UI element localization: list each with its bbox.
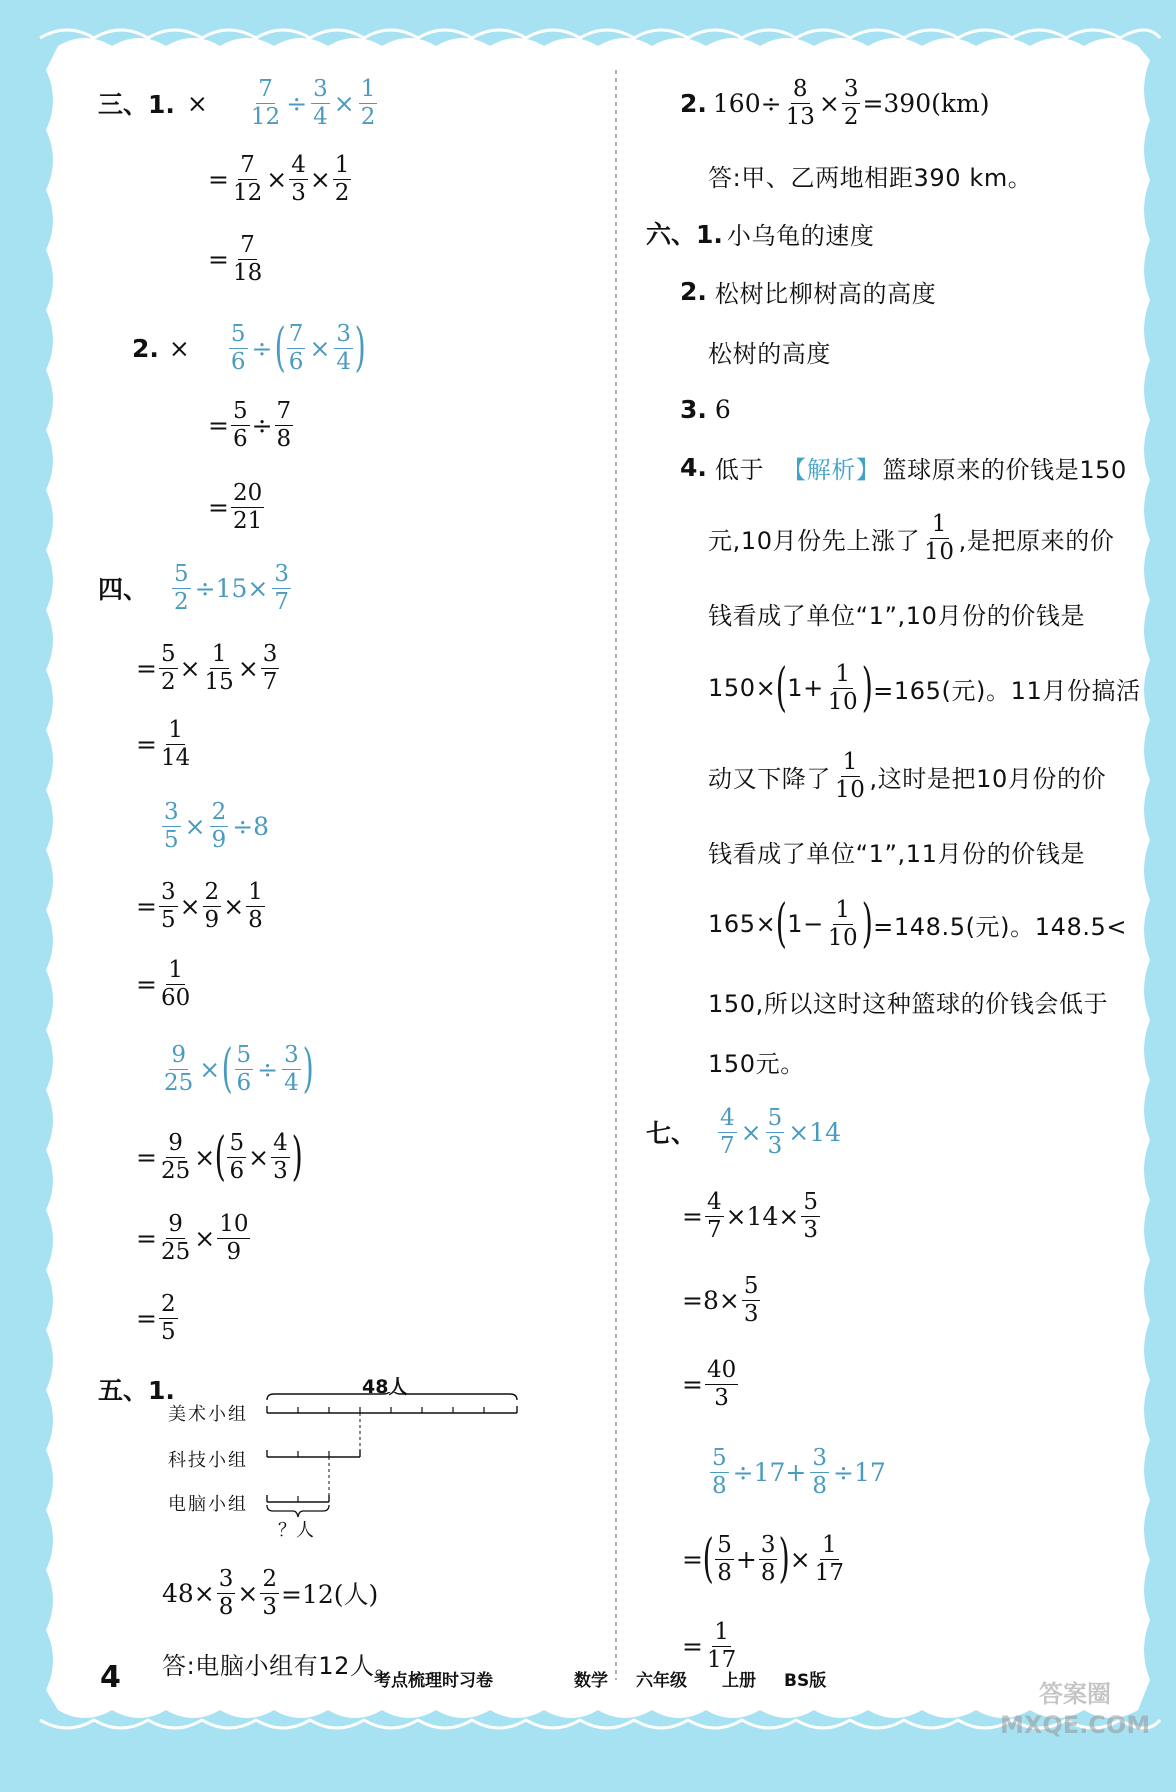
watermark-logo (990, 1640, 1160, 1780)
analysis-line: 动又下降了 $\frac{1}{10}$ ,这时是把10月份的价 (708, 748, 1107, 803)
analysis-line: 150,所以这时这种篮球的价钱会低于 (708, 990, 1109, 1018)
analysis-line: 钱看成了单位“1”,10月份的价钱是 (708, 602, 1086, 630)
page-number: 4 (100, 1660, 121, 1695)
step-result: = $\frac{1}{17}$ (682, 1618, 737, 1673)
section-label: 4. (680, 452, 707, 482)
grade: 六年级 (636, 1671, 687, 1691)
analysis-text: 元,10月份先上涨了 (708, 526, 921, 555)
analysis-text: ,这时是把10月份的价 (869, 764, 1107, 793)
book-title: 考点梳理时习卷 (374, 1671, 493, 1691)
section-6-3 (680, 392, 731, 426)
watermark-text: 答案圈 MXQE.COM (1000, 1679, 1151, 1739)
step: = $\frac{9}{25}$ × $\frac{10}{9}$ (136, 1210, 249, 1265)
step: = $\frac{4}{7}$ ×14× $\frac{5}{3}$ (682, 1188, 818, 1243)
analysis-line: 钱看成了单位“1”,11月份的价钱是 (708, 840, 1086, 868)
step-result: = $\frac{2}{5}$ (136, 1290, 176, 1345)
section-label: 2. (132, 333, 159, 363)
step-result: = $\frac{20}{21}$ (208, 479, 263, 534)
analysis-text: 动又下降了 (708, 764, 831, 793)
section-label: 3. (680, 394, 707, 424)
section-3-2 (132, 320, 365, 376)
diagram-row-label: 美术小组 (168, 1404, 248, 1425)
calc-prefix: 160÷ (712, 88, 782, 118)
section-5-1-calculation: 48× $\frac{3}{8}$ × $\frac{2}{3}$ =12(人) (162, 1565, 379, 1620)
step: = $\frac{7}{12}$ × $\frac{4}{3}$ × $\frac{1}{2}$ (208, 151, 350, 206)
calc-prefix: 48× (162, 1578, 215, 1608)
analysis-text: ,是把原来的价 (958, 526, 1115, 555)
section-4-problem-1 (98, 562, 293, 614)
section-label: 三、1. (98, 90, 175, 119)
analysis-text: =165(元)。11月份搞活 (873, 676, 1141, 705)
section-4-problem-2: $\frac{3}{5}$ × $\frac{2}{9}$ ÷8 (164, 798, 270, 853)
analysis-line: 165× ( 1− $\frac{1}{10}$ ) =148.5(元)。148.5< (708, 894, 1128, 954)
section-label: 2. (680, 88, 707, 118)
answer-text: 低于 (714, 455, 765, 484)
subject: 数学 (574, 1671, 608, 1691)
step-result: = $\frac{1}{14}$ (136, 716, 191, 771)
step: = $\frac{5}{6}$ ÷ $\frac{7}{8}$ (208, 397, 292, 452)
answer-text: 小乌龟的速度 (726, 221, 875, 250)
wrong-mark: × (168, 333, 190, 363)
analysis-text: 篮球原来的价钱是150 (882, 455, 1127, 484)
calc-suffix: =390(km) (862, 88, 990, 118)
analysis-line: 150元。 (708, 1050, 805, 1078)
analysis-text: 165× (708, 910, 777, 938)
segment-lines (260, 1392, 530, 1522)
section-7-problem-2: $\frac{5}{8}$ ÷17+ $\frac{3}{8}$ ÷17 (712, 1444, 886, 1499)
wrong-mark: × (186, 88, 208, 118)
answer-text: 6 (714, 394, 731, 424)
step-result: = $\frac{7}{18}$ (208, 231, 263, 286)
step: = $\frac{9}{25}$ × ( $\frac{5}{6}$ × $\frac{4}{3}$ ) (136, 1127, 303, 1187)
section-label: 七、 (646, 1119, 697, 1148)
section-6-1 (646, 216, 875, 250)
step-result: = $\frac{40}{3}$ (682, 1356, 737, 1411)
section-label: 五、1. (98, 1376, 175, 1405)
answer-text: 松树的高度 (708, 340, 831, 368)
section-5-2-answer: 答:甲、乙两地相距390 km。 (708, 164, 1033, 192)
section-5-2: 2. 160÷ $\frac{8}{13}$ × $\frac{3}{2}$ =390(km) (680, 75, 990, 130)
analysis-text: 150× (708, 674, 777, 702)
step: =8× $\frac{5}{3}$ (682, 1272, 759, 1327)
diagram-unknown-label: ？人 (278, 1520, 314, 1541)
answer-text: 松树比柳树高的高度 (714, 279, 937, 308)
analysis-line: 元,10月份先上涨了 $\frac{1}{10}$ ,是把原来的价 (708, 510, 1115, 565)
diagram-row-label: 电脑小组 (168, 1494, 248, 1515)
step-result: = $\frac{1}{60}$ (136, 956, 191, 1011)
section-3-1 (98, 75, 379, 130)
problem-expression: $\frac{4}{7}$ × $\frac{5}{3}$ ×14 (720, 1104, 842, 1159)
analysis-line: 150× ( 1+ $\frac{1}{10}$ ) =165(元)。11月份搞活 (708, 658, 1141, 718)
calc-suffix: =12(人) (281, 1580, 379, 1609)
section-6-2 (680, 274, 936, 308)
problem-expression: $\frac{5}{6}$ ÷ ( $\frac{7}{6}$ × $\frac{3}{4}$ ) (230, 318, 366, 378)
section-4-problem-3: $\frac{9}{25}$ × ( $\frac{5}{6}$ ÷ $\frac{3}{4}$ ) (164, 1039, 314, 1099)
diagram-row-label: 科技小组 (168, 1450, 248, 1471)
diagram-total-label: 48人 (362, 1376, 408, 1398)
section-label: 四、 (98, 575, 149, 604)
step: = $\frac{3}{5}$ × $\frac{2}{9}$ × $\frac{1}{8}$ (136, 878, 263, 933)
section-5-1 (98, 1372, 175, 1406)
edition: BS版 (784, 1671, 827, 1691)
section-5-1-answer: 答:电脑小组有12人。 (162, 1652, 400, 1680)
step: = $\frac{5}{2}$ × $\frac{1}{15}$ × $\frac{3}{7}$ (136, 640, 278, 695)
problem-expression: $\frac{7}{12}$ ÷ $\frac{3}{4}$ × $\frac{1}{2}$ (250, 75, 376, 130)
section-label: 2. (680, 276, 707, 306)
section-6-4 (680, 450, 1127, 484)
problem-expression: $\frac{5}{2}$ ÷15× $\frac{3}{7}$ (174, 560, 290, 615)
analysis-text: =148.5(元)。148.5< (873, 912, 1128, 941)
analysis-tag: 【解析】 (782, 455, 881, 484)
step: = ( $\frac{5}{8}$ + $\frac{3}{8}$ ) × $\frac{1}{17}$ (682, 1529, 845, 1589)
section-7-problem-1 (646, 1106, 843, 1158)
volume: 上册 (722, 1671, 756, 1691)
section-label: 六、1. (646, 220, 723, 249)
